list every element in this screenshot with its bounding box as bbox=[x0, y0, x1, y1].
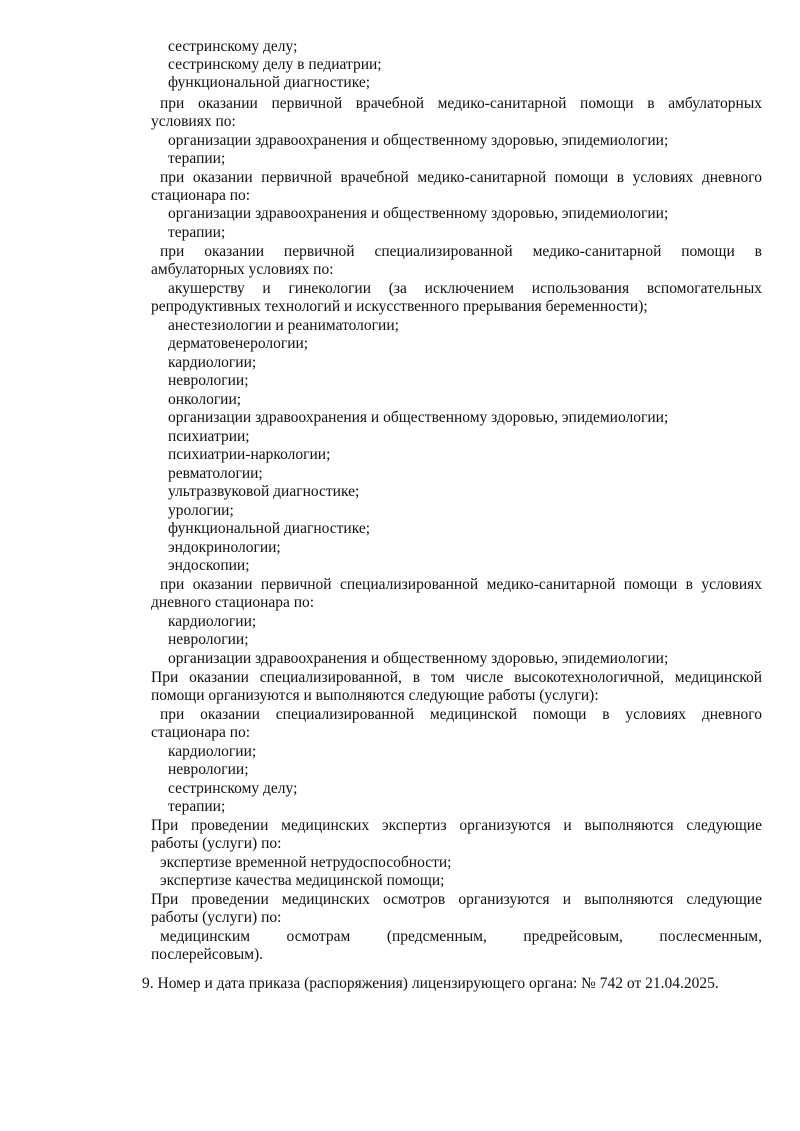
text-line: При проведении медицинских осмотров организуются и выполняются следующие bbox=[151, 891, 762, 908]
text-line: кардиологии; bbox=[168, 613, 257, 630]
text-line: организации здравоохранения и общественному здоровью, эпидемиологии; bbox=[168, 205, 669, 222]
text-line: онкологии; bbox=[168, 391, 242, 408]
license-order-line: 9. Номер и дата приказа (распоряжения) лицензирующего органа: № 742 от 21.04.2025. bbox=[142, 975, 719, 992]
text-line: терапии; bbox=[168, 150, 226, 167]
text-line: организации здравоохранения и общественному здоровью, эпидемиологии; bbox=[168, 650, 669, 667]
text-line: сестринскому делу в педиатрии; bbox=[168, 56, 382, 73]
text-line: функциональной диагностике; bbox=[168, 520, 371, 537]
text-line: условиях по: bbox=[151, 113, 236, 130]
text-line: при оказании первичной врачебной медико-санитарной помощи в амбулаторных bbox=[160, 95, 762, 112]
text-line: урологии; bbox=[168, 502, 234, 519]
text-line: при оказании первичной врачебной медико-санитарной помощи в условиях дневного bbox=[160, 169, 762, 186]
text-line: При оказании специализированной, в том числе высокотехнологичной, медицинской bbox=[151, 669, 762, 686]
text-line: послерейсовым). bbox=[151, 946, 264, 963]
text-line: дерматовенерологии; bbox=[168, 335, 309, 352]
text-line: стационара по: bbox=[151, 724, 251, 741]
text-line: при оказании специализированной медицинской помощи в условиях дневного bbox=[160, 706, 762, 723]
text-line: кардиологии; bbox=[168, 743, 257, 760]
text-line: ревматологии; bbox=[168, 465, 263, 482]
text-line: стационара по: bbox=[151, 187, 251, 204]
text-line: неврологии; bbox=[168, 372, 249, 389]
text-line: репродуктивных технологий и искусственного прерывания беременности); bbox=[151, 298, 648, 315]
text-line: экспертизе временной нетрудоспособности; bbox=[160, 854, 452, 871]
text-line: акушерству и гинекологии (за исключением использования вспомогательных bbox=[168, 280, 762, 297]
text-line: при оказании первичной специализированной медико-санитарной помощи в bbox=[160, 243, 762, 260]
text-line: работы (услуги) по: bbox=[151, 909, 282, 926]
text-line: неврологии; bbox=[168, 761, 249, 778]
text-line: функциональной диагностике; bbox=[168, 74, 371, 91]
text-line: организации здравоохранения и общественному здоровью, эпидемиологии; bbox=[168, 132, 669, 149]
text-line: ультразвуковой диагностике; bbox=[168, 483, 360, 500]
text-line: эндокринологии; bbox=[168, 539, 281, 556]
text-line: сестринскому делу; bbox=[168, 38, 298, 55]
text-line: экспертизе качества медицинской помощи; bbox=[160, 872, 445, 889]
text-line: организации здравоохранения и общественному здоровью, эпидемиологии; bbox=[168, 409, 669, 426]
text-line: терапии; bbox=[168, 798, 226, 815]
text-line: При проведении медицинских экспертиз организуются и выполняются следующие bbox=[151, 817, 762, 834]
text-line: эндоскопии; bbox=[168, 557, 250, 574]
text-line: медицинским осмотрам (предсменным, предрейсовым, послесменным, bbox=[160, 928, 762, 945]
text-line: кардиологии; bbox=[168, 354, 257, 371]
text-line: амбулаторных условиях по: bbox=[151, 261, 334, 278]
text-line: сестринскому делу; bbox=[168, 780, 298, 797]
text-line: при оказании первичной специализированной медико-санитарной помощи в условиях bbox=[160, 576, 762, 593]
text-line: помощи организуются и выполняются следующие работы (услуги): bbox=[151, 687, 599, 704]
text-line: терапии; bbox=[168, 224, 226, 241]
text-line: неврологии; bbox=[168, 631, 249, 648]
text-line: анестезиологии и реаниматологии; bbox=[168, 317, 399, 334]
text-line: психиатрии; bbox=[168, 428, 250, 445]
text-line: работы (услуги) по: bbox=[151, 835, 282, 852]
text-line: дневного стационара по: bbox=[151, 594, 315, 611]
text-line: психиатрии-наркологии; bbox=[168, 446, 331, 463]
